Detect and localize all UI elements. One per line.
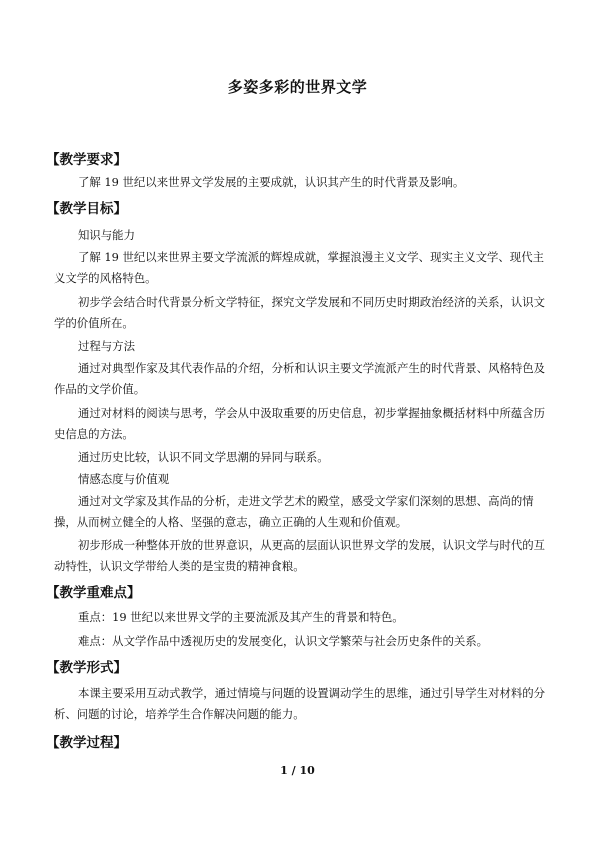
objectives-paragraph-4: 通过对材料的阅读与思考，学会从中汲取重要的历史信息，初步掌握抽象概括材料中所蕴含历史信息的方法。 (54, 406, 546, 441)
subheading-knowledge: 知识与能力 (78, 228, 135, 242)
keypoints-focus: 重点：19 世纪以来世界文学的主要流派及其产生的背景和特色。 (78, 610, 404, 624)
subheading-process-method: 过程与方法 (78, 339, 135, 353)
objectives-paragraph-7: 初步形成一种整体开放的世界意识，从更高的层面认识世界文学的发展，认识文学与时代的互动特性，认识文学带给人类的是宝贵的精神食粮。 (54, 538, 546, 573)
objectives-paragraph-5: 通过历史比较，认识不同文学思潮的异同与联系。 (78, 450, 329, 464)
section-heading-objectives: 【教学目标】 (46, 201, 127, 217)
section-heading-requirements: 【教学要求】 (46, 152, 127, 168)
keypoints-difficulty: 难点：从文学作品中透视历史的发展变化，认识文学繁荣与社会历史条件的关系。 (78, 634, 489, 648)
objectives-paragraph-2: 初步学会结合时代背景分析文学特征，探究文学发展和不同历史时期政治经济的关系，认识文学的价值所在。 (54, 295, 546, 330)
section-heading-keypoints: 【教学重难点】 (46, 585, 141, 601)
section-heading-process: 【教学过程】 (46, 735, 127, 751)
objectives-paragraph-1: 了解 19 世纪以来世界主要文学流派的辉煌成就，掌握浪漫主义文学、现实主义文学、现代主义文学的风格特色。 (54, 250, 544, 285)
page-number: 1 / 10 (280, 764, 315, 777)
section-heading-form: 【教学形式】 (46, 660, 127, 676)
requirements-text: 了解 19 世纪以来世界文学发展的主要成就，认识其产生的时代背景及影响。 (78, 175, 465, 189)
objectives-paragraph-6: 通过对文学家及其作品的分析，走进文学艺术的殿堂，感受文学家们深刻的思想、高尚的情操，从而树立健全的人格、坚强的意志，确立正确的人生观和价值观。 (54, 494, 534, 529)
subheading-attitude-values: 情感态度与价值观 (78, 472, 170, 486)
form-paragraph: 本课主要采用互动式教学，通过情境与问题的设置调动学生的思维，通过引导学生对材料的分析、问题的讨论，培养学生合作解决问题的能力。 (54, 686, 546, 721)
page-title: 多姿多彩的世界文学 (227, 78, 368, 96)
objectives-paragraph-3: 通过对典型作家及其代表作品的介绍，分析和认识主要文学流派产生的时代背景、风格特色及作品的文学价值。 (54, 361, 546, 396)
